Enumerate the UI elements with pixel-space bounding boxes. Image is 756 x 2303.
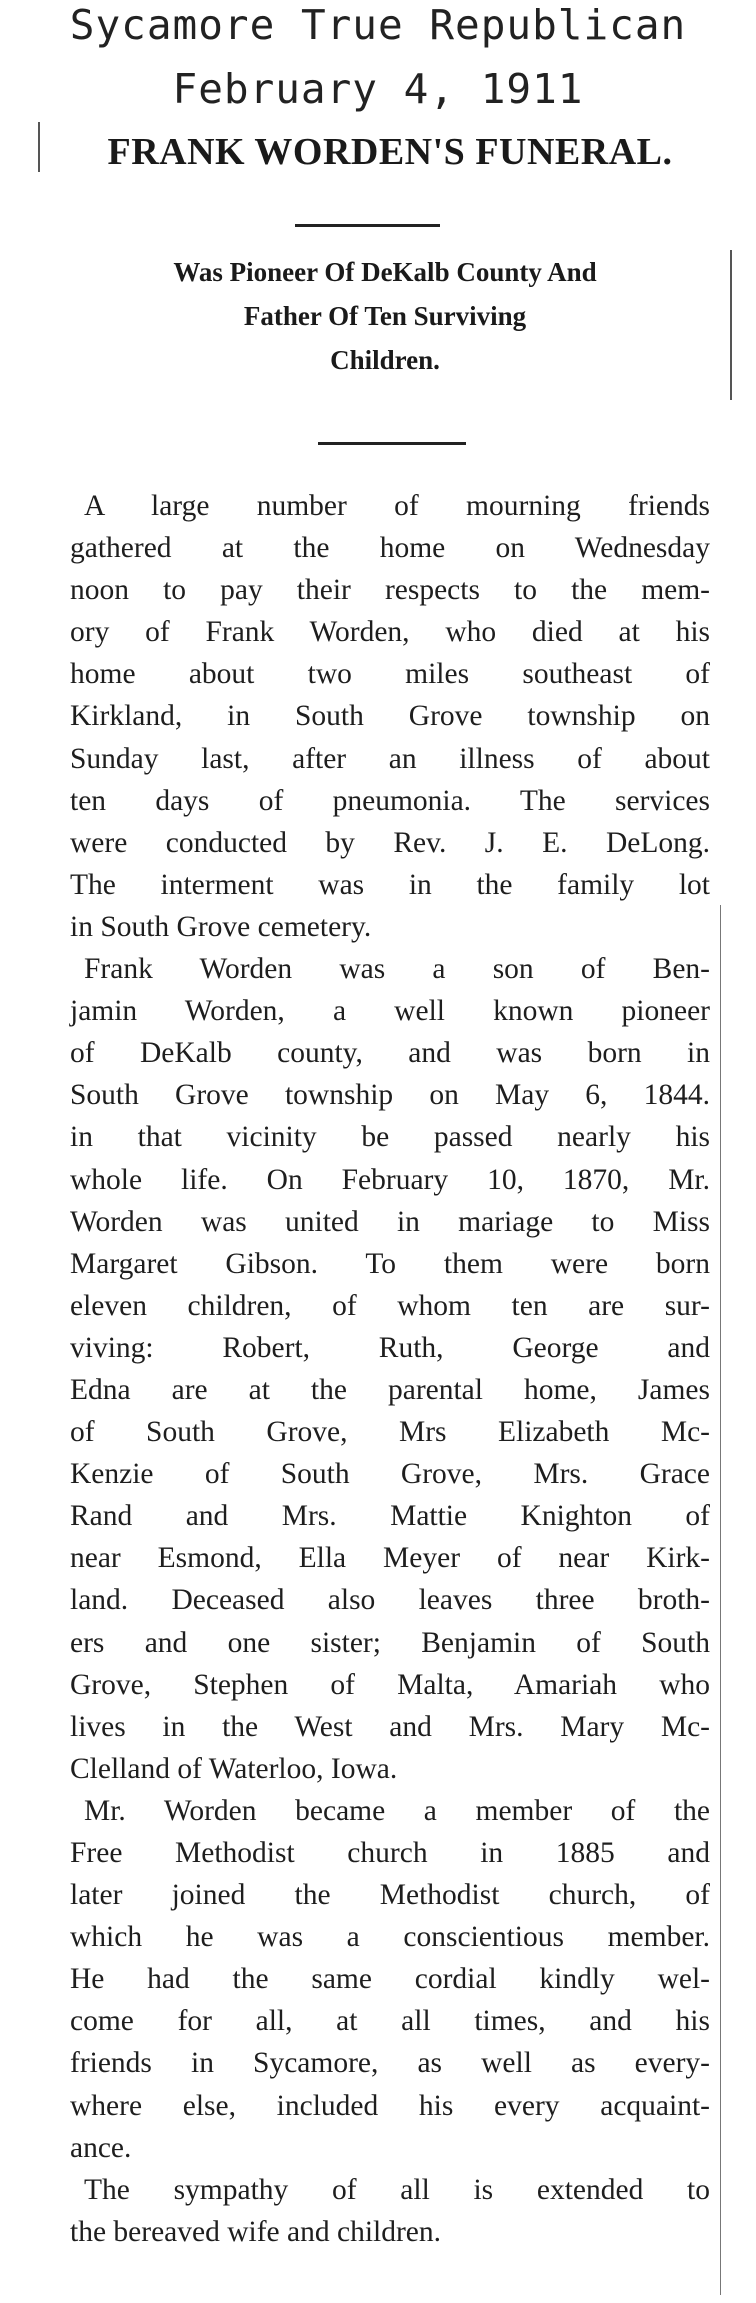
article-line: The interment was in the family lot [70, 868, 710, 901]
article-line: Kirkland, in South Grove township on [70, 700, 710, 733]
article-line: in South Grove cemetery. [70, 910, 372, 943]
article-line: were conducted by Rev. J. E. DeLong. [70, 826, 710, 859]
subhead-line: Father Of Ten Surviving [243, 301, 527, 331]
article-line: where else, included his every acquaint- [70, 2089, 710, 2122]
article-line: viving: Robert, Ruth, George and [70, 1331, 710, 1364]
article-line: the bereaved wife and children. [70, 2215, 442, 2248]
article-line: ten days of pneumonia. The services [70, 784, 710, 817]
article-line: gathered at the home on Wednesday [70, 532, 710, 565]
subhead [40, 250, 730, 382]
article-line: friends in Sycamore, as well as every- [70, 2047, 710, 2080]
headline: FRANK WORDEN'S FUNERAL. [107, 131, 673, 173]
article-line: Frank Worden was a son of Ben- [84, 953, 710, 986]
article-line: Mr. Worden became a member of the [84, 1794, 710, 1827]
article-line: He had the same cordial kindly wel- [70, 1963, 710, 1996]
article-line: of South Grove, Mrs Elizabeth Mc- [70, 1416, 710, 1449]
article-line: The sympathy of all is extended to [84, 2173, 710, 2206]
article-line: come for all, at all times, and his [70, 2005, 710, 2038]
article-line: A large number of mourning friends [84, 490, 710, 522]
article-line: Kenzie of South Grove, Mrs. Grace [70, 1458, 710, 1491]
article-line: Free Methodist church in 1885 and [70, 1837, 710, 1869]
article-line: Rand and Mrs. Mattie Knighton of [70, 1500, 710, 1533]
article-line: Clelland of Waterloo, Iowa. [70, 1752, 398, 1785]
subhead-line: Children. [330, 345, 440, 375]
article-line: Margaret Gibson. To them were born [70, 1247, 710, 1280]
article-line: Sunday last, after an illness of about [70, 742, 710, 775]
article-line: home about two miles southeast of [70, 658, 710, 691]
article-line: ance. [70, 2131, 132, 2164]
article-line: Worden was united in mariage to Miss [70, 1205, 710, 1238]
column-rule-right [720, 905, 721, 2295]
article-line: noon to pay their respects to the mem- [70, 574, 710, 607]
publication-date: February 4, 1911 [172, 65, 584, 113]
article-line: Edna are at the parental home, James [70, 1373, 710, 1406]
article-body [70, 485, 710, 2253]
article-line: South Grove township on May 6, 1844. [70, 1079, 710, 1112]
divider-rule [318, 442, 466, 445]
article-line: lives in the West and Mrs. Mary Mc- [70, 1710, 710, 1743]
column-rule-right [730, 250, 732, 400]
article-line: eleven children, of whom ten are sur- [70, 1289, 710, 1322]
article-line: later joined the Methodist church, of [70, 1879, 710, 1912]
article-line: ory of Frank Worden, who died at his [70, 616, 710, 649]
subhead-line: Was Pioneer Of DeKalb County And [173, 257, 597, 287]
divider-rule [295, 224, 440, 227]
article-line: which he was a conscientious member. [70, 1921, 710, 1954]
article-line: whole life. On February 10, 1870, Mr. [70, 1163, 710, 1196]
article-line: land. Deceased also leaves three broth- [70, 1584, 710, 1617]
article-line: Grove, Stephen of Malta, Amariah who [70, 1668, 710, 1701]
article-line: of DeKalb county, and was born in [70, 1037, 710, 1070]
publication-name: Sycamore True Republican [69, 1, 687, 49]
article-line: near Esmond, Ella Meyer of near Kirk- [70, 1542, 710, 1575]
article-line: ers and one sister; Benjamin of South [70, 1626, 710, 1659]
article-line: in that vicinity be passed nearly his [70, 1121, 710, 1154]
article-line: jamin Worden, a well known pioneer [70, 995, 710, 1028]
